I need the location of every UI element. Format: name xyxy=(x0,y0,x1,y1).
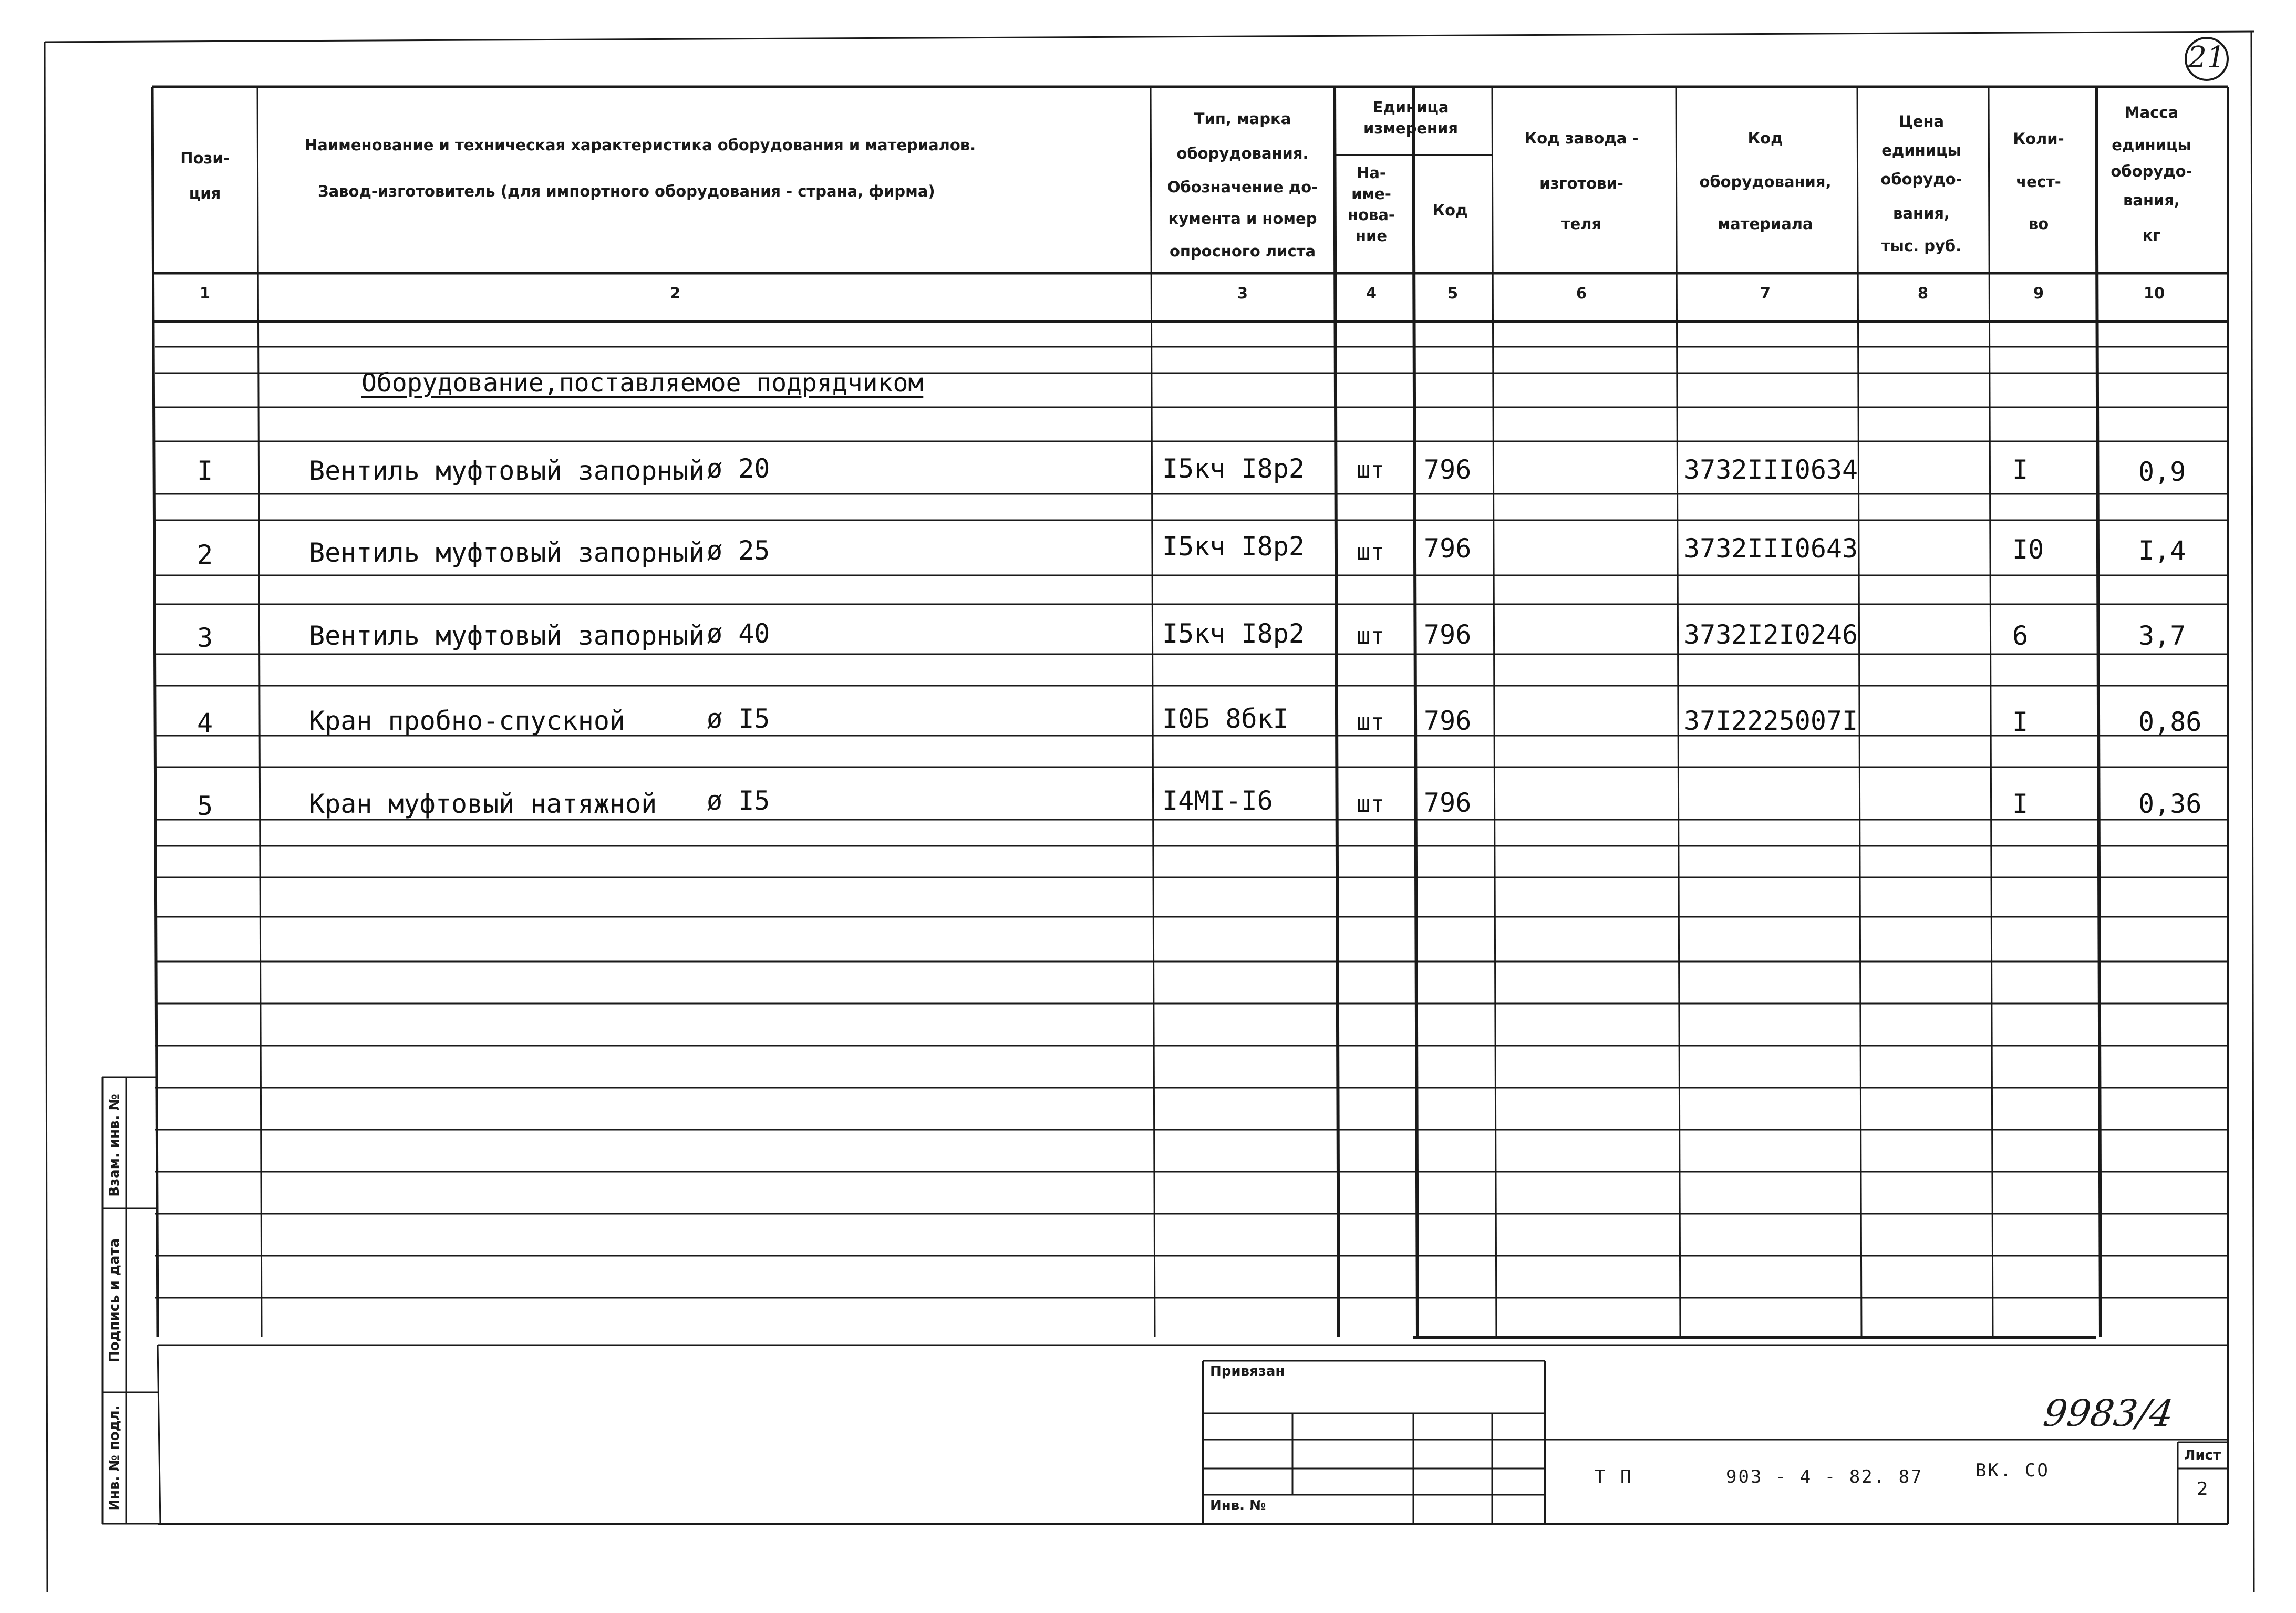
row-type: I5кч I8p2 xyxy=(1162,453,1305,484)
row-quantity: I xyxy=(2012,707,2029,737)
stamp-handwritten-number: 9983/4 xyxy=(2041,1392,2177,1435)
row-unit-code: 796 xyxy=(1424,619,1472,650)
row-diameter: ø I5 xyxy=(707,704,770,734)
row-quantity: I xyxy=(2012,454,2029,485)
row-unit-code: 796 xyxy=(1424,454,1472,485)
column-number: 9 xyxy=(2033,284,2044,302)
row-type: I0Б 8бкI xyxy=(1162,704,1289,734)
row-mass: 3,7 xyxy=(2138,621,2186,651)
stamp-list-number: 2 xyxy=(2197,1478,2208,1500)
header-col7-line2: оборудования, xyxy=(1699,173,1832,191)
sidebar-vzam-inv: Взам. инв. № xyxy=(107,1094,122,1197)
header-col4-line3: нова- xyxy=(1348,206,1395,224)
title-block-left xyxy=(158,1345,160,1524)
header-col10-line5: кг xyxy=(2142,226,2161,244)
row-equipment-code: 37I2225007I xyxy=(1684,706,1858,736)
section-title: Оборудование,поставляемое подрядчиком xyxy=(361,368,924,398)
header-unit-group-line2: измерения xyxy=(1363,119,1458,137)
header-col3-line3: Обозначение до- xyxy=(1167,178,1318,196)
column-number: 7 xyxy=(1760,284,1771,302)
header-col7-line1: Код xyxy=(1747,129,1783,147)
row-diameter: ø 40 xyxy=(707,618,770,649)
row-position: 4 xyxy=(196,708,213,738)
header-col8-line4: вания, xyxy=(1893,204,1950,222)
header-col4-line1: На- xyxy=(1357,164,1386,182)
row-quantity: I0 xyxy=(2012,534,2044,565)
stamp-privyazan: Привязан xyxy=(1210,1363,1285,1379)
row-mass: 0,9 xyxy=(2138,457,2186,487)
header-col2-line1: Наименование и техническая характеристика оборудования и материалов. xyxy=(305,136,976,154)
header-col2-line2: Завод-изготовитель (для импортного оборудования - страна, фирма) xyxy=(318,182,935,200)
header-col6-line3: теля xyxy=(1561,215,1602,233)
row-position: 2 xyxy=(196,540,213,570)
row-diameter: ø I5 xyxy=(707,785,770,816)
column-number: 6 xyxy=(1576,284,1587,302)
row-diameter: ø 25 xyxy=(707,535,770,566)
row-type: I4MI-I6 xyxy=(1162,785,1273,816)
stamp-inv-no: Инв. № xyxy=(1210,1498,1266,1514)
row-position: I xyxy=(196,456,213,486)
sheet-frame-right xyxy=(2251,32,2254,1592)
row-unit-code: 796 xyxy=(1424,533,1472,564)
sidebar-inv-podl: Инв. № подл. xyxy=(107,1405,122,1511)
header-col6-line2: изготови- xyxy=(1539,174,1623,192)
row-position: 5 xyxy=(196,791,213,821)
header-col1-line1: Пози- xyxy=(180,149,230,167)
row-name: Кран пробно-спускной xyxy=(309,706,626,736)
stamp-document-code: ВК. СО xyxy=(1976,1460,2050,1481)
sheet-mark: 21 xyxy=(2188,40,2226,75)
header-unit-group-line1: Единица xyxy=(1372,98,1449,116)
header-col7-line3: материала xyxy=(1718,215,1813,233)
header-col3-line1: Тип, марка xyxy=(1194,110,1291,128)
row-unit-code: 796 xyxy=(1424,788,1472,818)
header-col10-line4: вания, xyxy=(2123,191,2180,209)
header-col10-line3: оборудо- xyxy=(2111,162,2192,180)
row-mass: 0,36 xyxy=(2138,789,2202,819)
row-equipment-code: 3732III0634 xyxy=(1684,454,1858,485)
column-number: 8 xyxy=(1917,284,1929,302)
row-mass: I,4 xyxy=(2138,535,2186,566)
column-number: 1 xyxy=(199,284,211,302)
header-col9-line1: Коли- xyxy=(2013,130,2064,148)
header-col5: Код xyxy=(1432,201,1468,219)
column-number: 5 xyxy=(1447,284,1459,302)
header-col10-line2: единицы xyxy=(2112,136,2191,154)
column-number: 4 xyxy=(1366,284,1377,302)
header-col8-line5: тыс. руб. xyxy=(1881,237,1962,255)
row-equipment-code: 3732III0643 xyxy=(1684,533,1858,564)
row-unit: шт xyxy=(1357,709,1384,736)
stamp-list-label: Лист xyxy=(2184,1447,2221,1463)
row-name: Кран муфтовый натяжной xyxy=(309,789,657,819)
header-col8-line3: оборудо- xyxy=(1880,170,1962,188)
header-col10-line1: Масса xyxy=(2124,104,2179,121)
column-number: 3 xyxy=(1237,284,1248,302)
header-col4-line4: ние xyxy=(1355,227,1388,245)
header-col3-line4: кумента и номер xyxy=(1168,210,1317,228)
row-unit: шт xyxy=(1357,623,1384,649)
row-name: Вентиль муфтовый запорный xyxy=(309,456,705,486)
header-col4-line2: име- xyxy=(1351,185,1391,203)
row-quantity: I xyxy=(2012,789,2029,819)
row-diameter: ø 20 xyxy=(707,453,770,484)
row-quantity: 6 xyxy=(2012,621,2029,651)
stamp-document-number: 903 - 4 - 82. 87 xyxy=(1726,1466,1923,1487)
header-col9-line2: чест- xyxy=(2016,173,2061,191)
header-col8-line2: единицы xyxy=(1881,141,1961,159)
row-unit: шт xyxy=(1357,791,1384,818)
header-col1-line2: ция xyxy=(189,184,221,202)
sheet-frame-left xyxy=(45,42,47,1592)
column-number: 2 xyxy=(669,284,681,302)
row-name: Вентиль муфтовый запорный xyxy=(309,621,705,651)
header-col8-line1: Цена xyxy=(1898,112,1945,130)
row-equipment-code: 3732I2I0246 xyxy=(1684,619,1858,650)
row-unit-code: 796 xyxy=(1424,706,1472,736)
sheet-frame-top xyxy=(45,32,2254,42)
row-unit: шт xyxy=(1357,539,1384,565)
row-name: Вентиль муфтовый запорный xyxy=(309,537,705,568)
header-col3-line5: опросного листа xyxy=(1169,242,1316,260)
row-position: 3 xyxy=(196,623,213,653)
row-type: I5кч I8p2 xyxy=(1162,531,1305,562)
row-mass: 0,86 xyxy=(2138,707,2202,737)
header-col6-line1: Код завода - xyxy=(1524,129,1639,147)
sidebar-podpis-data: Подпись и дата xyxy=(107,1238,122,1363)
row-unit: шт xyxy=(1357,457,1384,483)
column-number: 10 xyxy=(2143,284,2165,302)
row-type: I5кч I8p2 xyxy=(1162,618,1305,649)
stamp-tp: Т П xyxy=(1595,1466,1633,1487)
header-col9-line3: во xyxy=(2028,215,2049,233)
header-col3-line2: оборудования. xyxy=(1176,144,1309,162)
